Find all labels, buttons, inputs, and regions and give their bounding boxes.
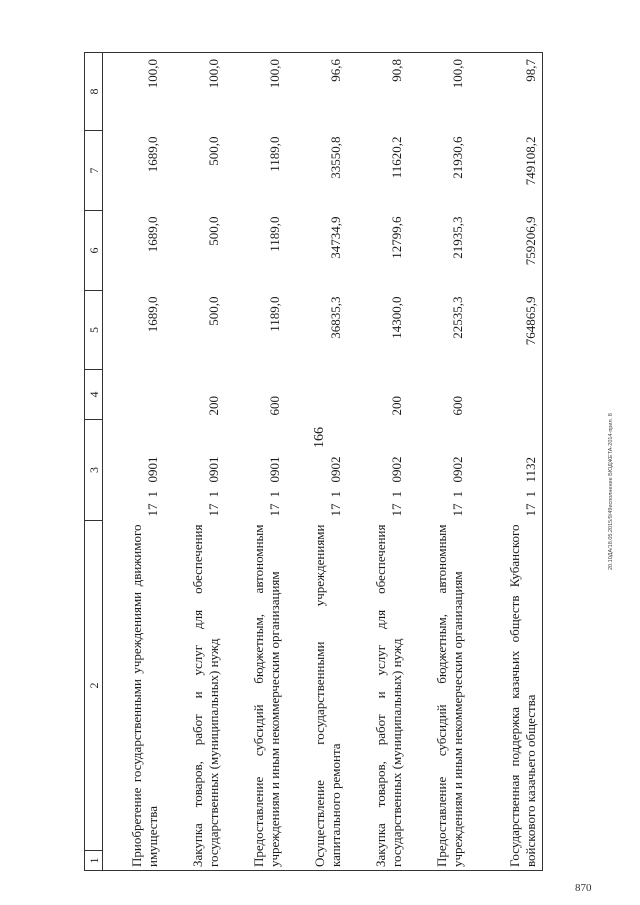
row-description: Приобретение государственными учреждениями движимого имущества [103, 521, 165, 871]
value-cell: 500,0 [206, 296, 221, 326]
code-cell: 17 [145, 503, 160, 517]
budget-table [84, 52, 543, 871]
value-cell: 749108,2 [469, 130, 543, 210]
code-cell: 0902 [328, 456, 343, 483]
value-cell: 33550,8 [328, 136, 343, 179]
value-cell: 1689,0 [145, 136, 160, 173]
column-header: 6 [85, 210, 103, 290]
row-description: Осуществление государственными учреждениями капитального ремонта [286, 521, 347, 871]
value-cell: 500,0 [206, 216, 221, 246]
code-cell: 17 [267, 503, 282, 517]
value-cell: 1689,0 [145, 216, 160, 253]
value-cell: 764865,9 [469, 290, 543, 369]
value-cell: 1189,0 [267, 136, 282, 172]
table-row [286, 52, 347, 870]
page-number-bottom: 870 [575, 882, 592, 894]
column-header: 2 [85, 521, 103, 851]
value-cell: 500,0 [206, 136, 221, 166]
value-cell: 100,0 [225, 52, 286, 130]
code-cell: 0901 [267, 456, 282, 483]
table-header-row [85, 52, 103, 870]
table-row [408, 52, 469, 870]
row-description: Государственная поддержка казачьих обществ Кубанского войскового казачьего общества [469, 521, 543, 871]
code-cell: 1 [206, 491, 221, 498]
code-cell: 1132 [469, 419, 543, 486]
code-cell: 1 [267, 491, 282, 498]
code-cell: 17 [469, 502, 543, 521]
row-description: Предоставление субсидий бюджетным, автономным учреждениям и иным некоммерческим организациям [225, 521, 286, 871]
row-description: Закупка товаров, работ и услуг для обеспечения государственных (муниципальных) нужд [164, 521, 225, 871]
code-cell: 17 [328, 503, 343, 517]
value-cell: 96,6 [286, 52, 347, 130]
page-number-top: 166 [312, 427, 327, 448]
column-header: 7 [85, 130, 103, 210]
value-cell: 34734,9 [328, 216, 343, 259]
value-cell: 21935,3 [450, 216, 465, 259]
value-cell: 100,0 [408, 52, 469, 130]
code-cell: 17 [450, 503, 465, 517]
footer-file-code: 20.10ДА/18.05.2015/9/49исполнение БЮДЖЕТА-2014-прил. 8 [608, 413, 614, 570]
table-row [103, 52, 165, 870]
column-header: 1 [85, 851, 103, 871]
code-cell [286, 369, 347, 419]
code-cell: 17 [389, 503, 404, 517]
value-cell: 759206,9 [469, 210, 543, 290]
value-cell: 100,0 [164, 52, 225, 130]
code-cell: 0902 [389, 456, 404, 483]
code-cell: 1 [469, 487, 543, 502]
code-cell [469, 369, 543, 419]
value-cell: 1189,0 [267, 296, 282, 332]
code-cell: 0901 [206, 456, 221, 483]
column-header: 3 [85, 419, 103, 520]
value-cell: 98,7 [469, 52, 543, 130]
value-cell: 22535,3 [450, 296, 465, 339]
code-cell: 200 [206, 395, 221, 416]
value-cell: 90,8 [347, 52, 408, 130]
row-description: Закупка товаров, работ и услуг для обеспечения государственных (муниципальных) нужд [347, 521, 408, 871]
row-description: Предоставление субсидий бюджетным, автономным учреждениям и иным некоммерческим организациям [408, 521, 469, 871]
value-cell: 36835,3 [328, 296, 343, 339]
code-cell: 600 [267, 395, 282, 416]
code-cell: 1 [145, 491, 160, 498]
column-header: 5 [85, 290, 103, 369]
code-cell: 1 [389, 491, 404, 498]
code-cell: 0901 [145, 456, 160, 483]
value-cell: 1189,0 [267, 216, 282, 252]
value-cell: 21930,6 [450, 136, 465, 179]
code-cell: 0902 [450, 456, 465, 483]
value-cell: 100,0 [103, 52, 165, 130]
value-cell: 11620,2 [389, 136, 404, 179]
value-cell: 14300,0 [389, 296, 404, 339]
code-cell: 600 [450, 395, 465, 416]
code-cell [103, 369, 165, 419]
table-row [469, 52, 543, 870]
budget-table-rotated [84, 53, 574, 871]
column-header: 8 [85, 52, 103, 130]
value-cell: 12799,6 [389, 216, 404, 259]
column-header: 4 [85, 369, 103, 419]
table-row [347, 52, 408, 870]
table-row [225, 52, 286, 870]
code-cell: 1 [328, 491, 343, 498]
value-cell: 1689,0 [145, 296, 160, 333]
code-cell: 1 [450, 491, 465, 498]
code-cell: 17 [206, 503, 221, 517]
table-row [164, 52, 225, 870]
code-cell: 200 [389, 395, 404, 416]
